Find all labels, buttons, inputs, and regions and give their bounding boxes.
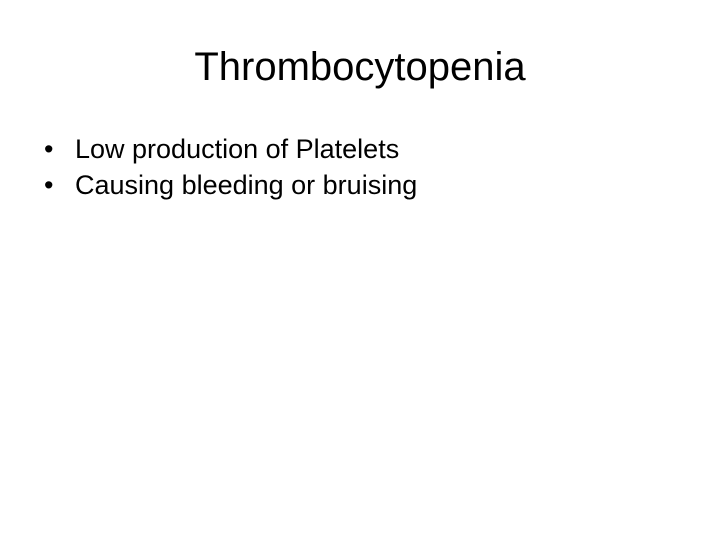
bullet-icon: •	[44, 170, 54, 200]
bullet-icon: •	[44, 134, 54, 164]
bullet-list	[44, 131, 417, 203]
bullet-text: Low production of Platelets	[75, 134, 400, 164]
list-item	[44, 131, 417, 167]
bullet-text: Causing bleeding or bruising	[75, 170, 418, 200]
list-item	[44, 167, 417, 203]
slide-title: Thrombocytopenia	[194, 45, 526, 89]
